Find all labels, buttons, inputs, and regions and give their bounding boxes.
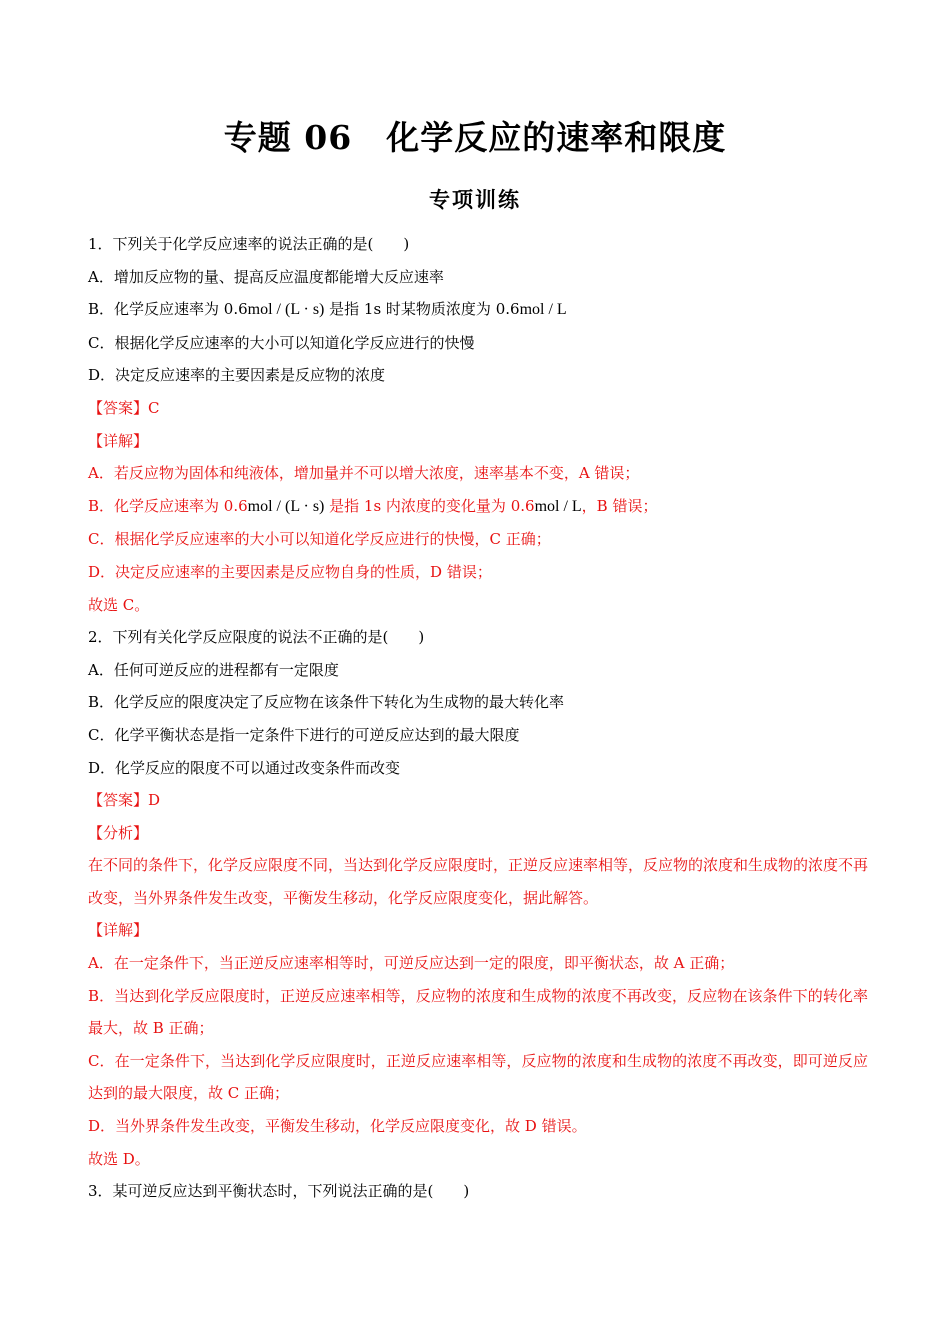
q1-option-a: A．增加反应物的量、提高反应温度都能增大反应速率 [88, 267, 444, 286]
q1-option-b-unit-2: mol / L [519, 301, 567, 319]
q2-detail-d: D．当外界条件发生改变，平衡发生移动，化学反应限度变化，故 D 错误。 [88, 1117, 587, 1136]
q2-detail-b: B．当达到化学反应限度时，正逆反应速率相等，反应物的浓度和生成物的浓度不再改变，反应物在该条件下的转化率最大，故 B 正确； [88, 986, 868, 1038]
q1-detail-b [88, 490, 868, 524]
q2-analysis: 在不同的条件下，化学反应限度不同，当达到化学反应限度时，正逆反应速率相等，反应物的浓度和生成物的浓度不再改变，当外界条件发生改变，平衡发生移动，化学反应限度变化，据此解答。 [88, 856, 869, 907]
q2-option-d: D．化学反应的限度不可以通过改变条件而改变 [88, 758, 401, 777]
q2-detail-c: C．在一定条件下，当达到化学反应限度时，正逆反应速率相等，反应物的浓度和生成物的浓度不再改变，即可逆反应达到的最大限度，故 C 正确； [88, 1051, 868, 1103]
q1-detail-b-text-end: ，B 错误； [581, 496, 658, 515]
q1-stem: 1．下列关于化学反应速率的说法正确的是( ) [88, 235, 410, 253]
q2-analysis-label: 【分析】 [88, 823, 149, 842]
q1-option-c: C．根据化学反应速率的大小可以知道化学反应进行的快慢 [88, 333, 475, 352]
q2-detail-label: 【详解】 [88, 921, 149, 940]
q1-detail-c: C．根据化学反应速率的大小可以知道化学反应进行的快慢，C 正确； [88, 530, 551, 549]
q2-detail-a: A．在一定条件下，当正逆反应速率相等时，可逆反应达到一定的限度，即平衡状态，故 A 正确； [88, 954, 735, 973]
q1-detail-b-unit-2: mol / L [534, 497, 582, 515]
q2-option-a: A．任何可逆反应的进程都有一定限度 [88, 660, 339, 679]
q2-stem: 2．下列有关化学反应限度的说法不正确的是( ) [88, 628, 425, 647]
q1-detail-a: A．若反应物为固体和纯液体，增加量并不可以增大浓度，速率基本不变，A 错误； [88, 464, 640, 483]
q2-answer: 【答案】D [88, 791, 161, 810]
q1-detail-b-unit: mol / (L · s) [247, 497, 325, 515]
q2-option-b: B．化学反应的限度决定了反应物在该条件下转化为生成物的最大转化率 [88, 693, 565, 712]
q1-answer: 【答案】C [88, 398, 160, 417]
page-title: 专题 06 化学反应的速率和限度 [223, 118, 727, 157]
q1-option-b-text: B．化学反应速率为 0.6 [88, 300, 248, 319]
page-subtitle: 专项训练 [429, 187, 521, 212]
q2-conclusion: 故选 D。 [88, 1149, 150, 1168]
q2-option-c: C．化学平衡状态是指一定条件下进行的可逆反应达到的最大限度 [88, 725, 520, 744]
q1-option-b-unit: mol / (L · s) [247, 301, 325, 319]
q1-conclusion: 故选 C。 [88, 595, 150, 614]
q1-detail-d: D．决定反应速率的主要因素是反应物自身的性质，D 错误； [88, 562, 492, 581]
document-body [88, 228, 868, 1208]
q1-option-b-text-mid: 是指 1s 时某物质浓度为 0.6 [324, 300, 520, 319]
q3-stem: 3．某可逆反应达到平衡状态时，下列说法正确的是( ) [88, 1182, 470, 1201]
q1-option-d: D．决定反应速率的主要因素是反应物的浓度 [88, 366, 386, 385]
q1-detail-b-text-mid: 是指 1s 内浓度的变化量为 0.6 [324, 496, 535, 515]
q1-option-b [88, 293, 868, 327]
q1-detail-b-text: B．化学反应速率为 0.6 [88, 496, 248, 515]
q1-detail-label: 【详解】 [88, 431, 149, 450]
